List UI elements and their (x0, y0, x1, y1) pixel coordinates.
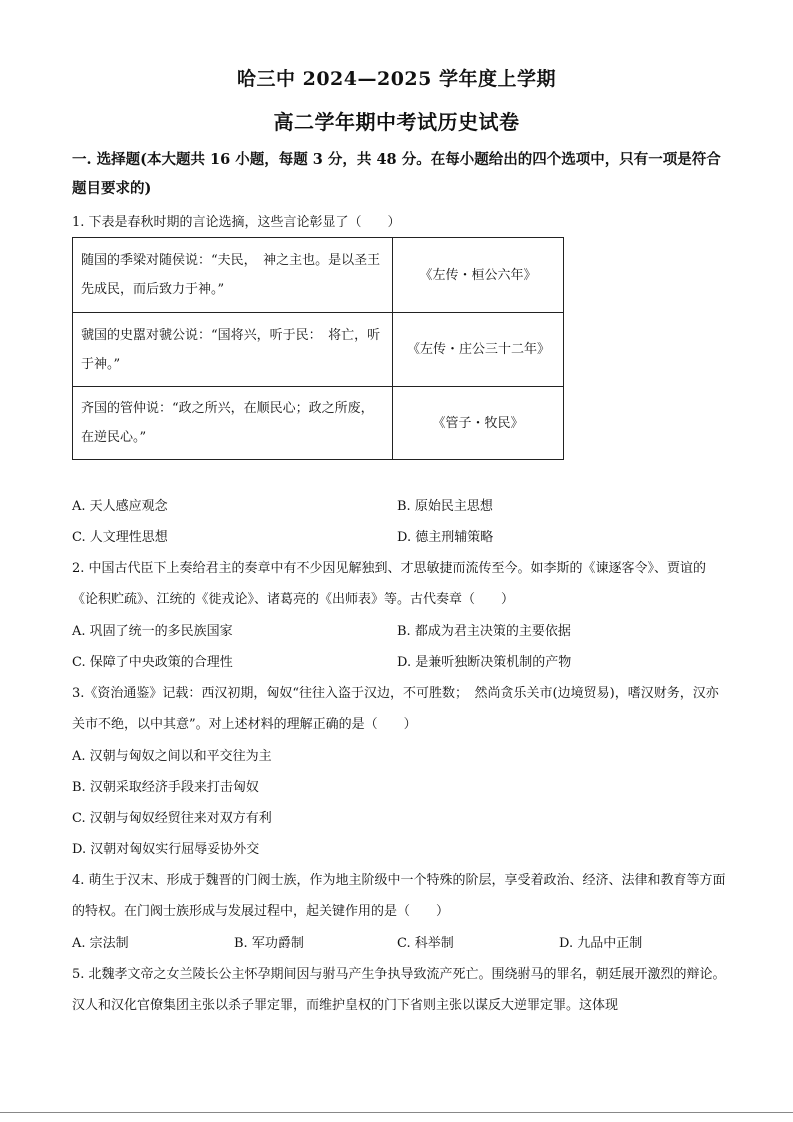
q4-option-c[interactable]: C. 科举制 (397, 936, 454, 951)
q4-stem: 4. 萌生于汉末、形成于魏晋的门阀士族，作为地主阶级中一个特殊的阶层，享受着政治、经济、法律和教育等方面的特权。在门阀士族形成与发展过程中，起关键作用的是（ ） (72, 873, 726, 919)
q5-stem: 5. 北魏孝文帝之女兰陵长公主怀孕期间因与驸马产生争执导致流产死亡。围绕驸马的罪名，朝廷展开激烈的辩论。汉人和汉化官僚集团主张以杀子罪定罪，而维护皇权的门下省则主张以谋反大逆罪定罪。这体现 (72, 967, 726, 1013)
q3-option-a[interactable]: A. 汉朝与匈奴之间以和平交往为主 (72, 749, 272, 764)
table-row (73, 238, 564, 313)
q1-option-b[interactable]: B. 原始民主思想 (397, 499, 493, 514)
quote-cell: 随国的季梁对随侯说：“夫民， 神之主也。是以圣王先成民，而后致力于神。” (73, 238, 393, 313)
q4-option-b[interactable]: B. 军功爵制 (234, 936, 304, 951)
source-cell: 《管子・牧民》 (393, 387, 564, 460)
q2-stem: 2. 中国古代臣下上奏给君主的奏章中有不少因见解独到、才思敏捷而流传至今。如李斯的《谏逐客令》、贾谊的《论积贮疏》、江统的《徙戎论》、诸葛亮的《出师表》等。古代奏章（ ） (72, 561, 707, 607)
source-cell: 《左传・庄公三十二年》 (393, 313, 564, 387)
section-heading: 一. 选择题(本大题共 16 小题，每题 3 分，共 48 分。在每小题给出的四个选项中，只有一项是符合题目要求的) (72, 151, 721, 197)
q3-option-c[interactable]: C. 汉朝与匈奴经贸往来对双方有利 (72, 811, 272, 826)
q2-option-c[interactable]: C. 保障了中央政策的合理性 (72, 655, 233, 670)
q1-quote-table (72, 237, 564, 460)
q4-option-d[interactable]: D. 九品中正制 (559, 936, 643, 951)
page-bottom-divider (0, 1112, 793, 1113)
source-cell: 《左传・桓公六年》 (393, 238, 564, 313)
q1-option-c[interactable]: C. 人文理性思想 (72, 530, 168, 545)
exam-title-line2: 高二学年期中考试历史试卷 (273, 110, 520, 134)
q1-stem: 1. 下表是春秋时期的言论选摘，这些言论彰显了（ ） (72, 215, 401, 230)
q3-option-d[interactable]: D. 汉朝对匈奴实行屈辱妥协外交 (72, 842, 260, 857)
table-row (73, 313, 564, 387)
exam-title-line1: 哈三中 2024—2025 学年度上学期 (237, 68, 556, 90)
q1-option-d[interactable]: D. 德主刑辅策略 (397, 530, 494, 545)
quote-cell: 虢国的史嚚对虢公说：“国将兴，听于民： 将亡，听于神。” (73, 313, 393, 387)
q1-option-a[interactable]: A. 天人感应观念 (72, 499, 168, 514)
q4-option-a[interactable]: A. 宗法制 (72, 936, 129, 951)
quote-cell: 齐国的管仲说：“政之所兴，在顺民心；政之所废，在逆民心。” (73, 387, 393, 460)
q3-stem: 3.《资治通鉴》记载：西汉初期，匈奴“往往入盗于汉边，不可胜数； 然尚贪乐关市(边境贸易)，嗜汉财务，汉亦关市不绝，以中其意”。对上述材料的理解正确的是（ ） (72, 686, 719, 732)
q2-option-d[interactable]: D. 是兼听独断决策机制的产物 (397, 655, 572, 670)
q2-option-b[interactable]: B. 都成为君主决策的主要依据 (397, 624, 571, 639)
q3-option-b[interactable]: B. 汉朝采取经济手段来打击匈奴 (72, 780, 259, 795)
q2-option-a[interactable]: A. 巩固了统一的多民族国家 (72, 624, 233, 639)
table-row (73, 387, 564, 460)
